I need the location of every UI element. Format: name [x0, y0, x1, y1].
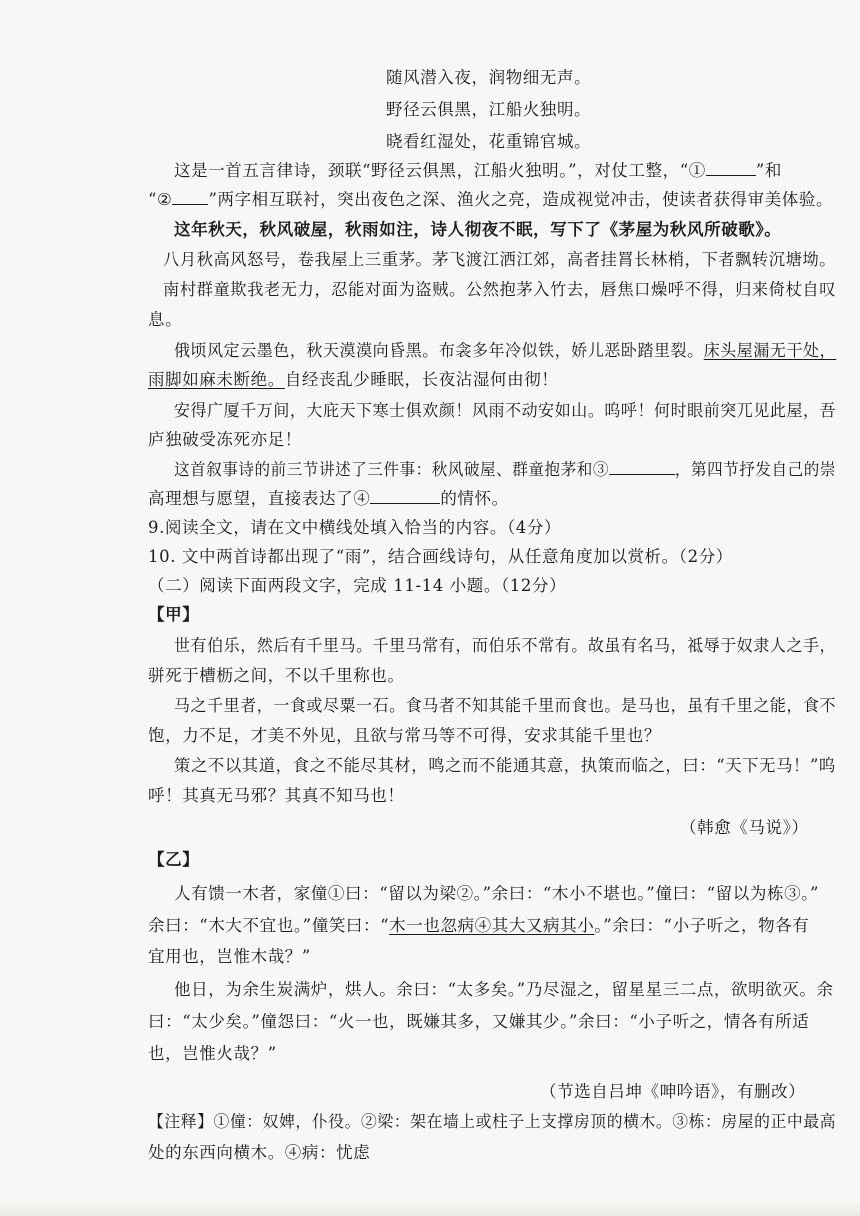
- blank-2[interactable]: [172, 190, 208, 205]
- poem2-stanza-4b: 庐独破受冻死亦足！: [148, 430, 302, 449]
- narr-text-c: 高理想与愿望，直接表达了④: [148, 489, 371, 508]
- underlined-sentence: 木一也忽病④其大又病其小: [389, 916, 595, 935]
- yi-p1a: 人有馈一木者，家僮①曰：“留以为梁②。”余曰：“木小不堪也。”僮曰：“留以为栋③。”: [174, 884, 820, 903]
- bold-intro-line: 这年秋天，秋风破屋，秋雨如注，诗人彻夜不眠，写下了《茅屋为秋风所破歌》。: [174, 220, 782, 239]
- stanza-3a-text: 俄顷风定云墨色，秋天漠漠向昏黑。布衾多年冷似铁，娇儿恶卧踏里裂。: [174, 341, 704, 360]
- intro-text-a: 这是一首五言律诗，颈联“野径云俱黑，江船火独明。”，对仗工整，“①: [174, 161, 706, 180]
- yi-p1b: [148, 912, 809, 936]
- poem1-line-3: 晓看红湿处，花重锦官城。: [386, 132, 592, 151]
- poem2-stanza-4a: 安得广厦千万间，大庇天下寒士俱欢颜！风雨不动安如山。呜呼！何时眼前突兀见此屋，吾: [174, 401, 837, 420]
- intro-line-2: [148, 186, 833, 210]
- jia-tag: 【甲】: [148, 605, 200, 624]
- narr-text-b: ，第四节抒发自己的崇: [674, 460, 836, 479]
- poem2-stanza-1: 八月秋高风怒号，卷我屋上三重茅。茅飞渡江洒江郊，高者挂罥长林梢，下者飘转沉塘坳。: [163, 250, 837, 269]
- question-9: 9.阅读全文，请在文中横线处填入恰当的内容。（4分）: [148, 518, 562, 537]
- poem2-stanza-3a: [174, 337, 836, 361]
- yi-p2b: 曰：“太少矣。”僮怨曰：“火一也，既嫌其多，又嫌其少。”余曰：“小子听之，情各有所适: [148, 1012, 810, 1031]
- yi-p2a: 他日，为余生炭满炉，烘人。余曰：“太多矣。”乃尽湿之，留星星三二点，欲明欲灭。余: [174, 980, 834, 999]
- narr-text-a: 这首叙事诗的前三节讲述了三件事：秋风破屋、群童抱茅和③: [174, 460, 609, 479]
- poem1-line-1: 随风潜入夜，润物细无声。: [386, 68, 592, 87]
- yi-p2c: 也，岂惟火哉？”: [148, 1044, 277, 1063]
- poem2-stanza-3b: [148, 366, 558, 390]
- jia-p2a: 马之千里者，一食或尽粟一石。食马者不知其能千里而食也。是马也，虽有千里之能，食不: [174, 696, 837, 715]
- blank-3[interactable]: [609, 460, 675, 475]
- intro-text-c: “②: [148, 190, 173, 209]
- intro-line-1: [174, 157, 782, 181]
- jia-p1b: 骈死于槽枥之间，不以千里称也。: [148, 666, 405, 685]
- scan-bottom-edge: [0, 1202, 860, 1216]
- intro-text-b: ”和: [755, 161, 782, 180]
- yi-p1c: 宜用也，岂惟木哉？”: [148, 947, 311, 966]
- question-10: 10. 文中两首诗都出现了“雨”，结合画线诗句，从任意角度加以赏析。（2分）: [148, 547, 733, 566]
- jia-source: （韩愈《马说》）: [680, 818, 809, 837]
- intro-text-d: ”两字相互联衬，突出夜色之深、渔火之亮，造成视觉冲击，使读者获得审美体验。: [208, 190, 834, 209]
- notes-line-1: 【注释】①僮：奴婢，仆役。②梁：架在墙上或柱子上支撑房顶的横木。③栋：房屋的正中最高: [148, 1112, 837, 1131]
- underlined-verse-1: 床头屋漏无干处，: [703, 341, 837, 360]
- narr-line-1: [174, 456, 836, 480]
- stanza-3b-text: 自经丧乱少睡眠，长夜沾湿何由彻！: [284, 370, 559, 389]
- yi-source: （节选自吕坤《呻吟语》，有删改）: [540, 1082, 806, 1101]
- poem1-line-2: 野径云俱黑，江船火独明。: [386, 100, 592, 119]
- jia-p1a: 世有伯乐，然后有千里马。千里马常有，而伯乐不常有。故虽有名马，祗辱于奴隶人之手，: [174, 636, 837, 655]
- jia-p3a: 策之不以其道，食之不能尽其材，鸣之而不能通其意，执策而临之，曰：“天下无马！”呜: [174, 756, 836, 775]
- underlined-verse-2: 雨脚如麻未断绝。: [148, 370, 285, 389]
- yi-p1b-text-a: 余曰：“木大不宜也。”僮笑曰：“: [148, 916, 390, 935]
- section-2-heading: （二）阅读下面两段文字，完成 11-14 小题。（12分）: [148, 576, 567, 595]
- poem2-stanza-2a: 南村群童欺我老无力，忍能对面为盗贼。公然抱茅入竹去，唇焦口燥呼不得，归来倚杖自叹: [163, 280, 837, 299]
- jia-p2b: 饱，力不足，才美不外见，且欲与常马等不可得，安求其能千里也？: [148, 726, 661, 745]
- poem2-stanza-2b: 息。: [148, 310, 183, 329]
- narr-text-d: 的情怀。: [440, 489, 509, 508]
- blank-4[interactable]: [370, 489, 440, 504]
- blank-1[interactable]: [706, 161, 756, 176]
- yi-p1b-text-b: 。”余曰：“小子听之，物各有: [594, 916, 810, 935]
- jia-p3b: 呼！其真无马邪？其真不知马也！: [148, 786, 405, 805]
- yi-tag: 【乙】: [148, 850, 200, 869]
- narr-line-2: [148, 485, 509, 509]
- notes-line-2: 处的东西向横木。④病：忧虑: [148, 1143, 371, 1162]
